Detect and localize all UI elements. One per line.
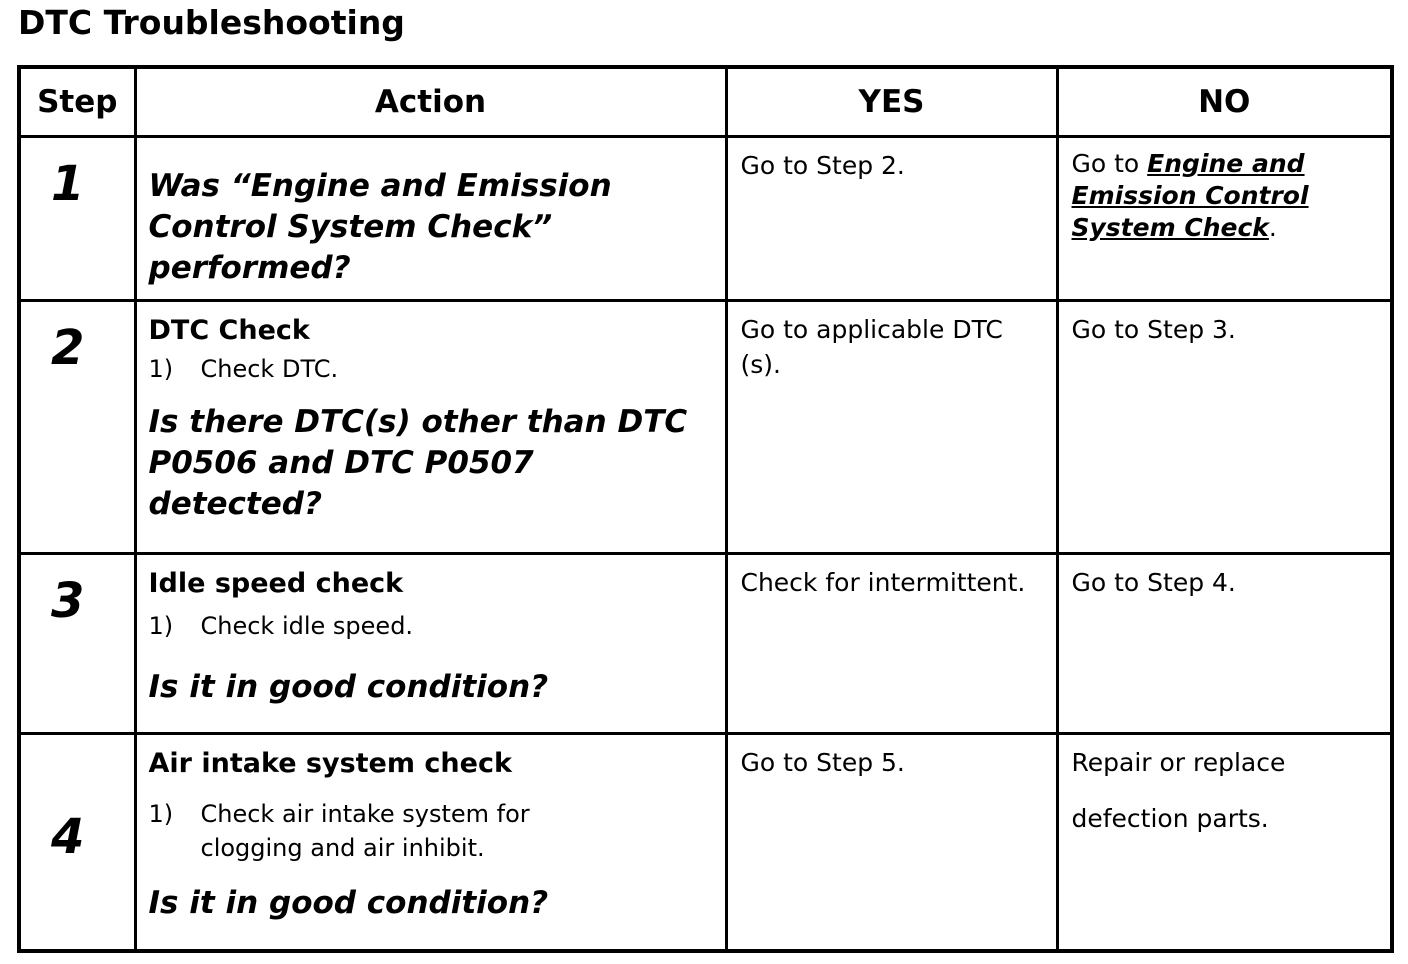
- table-header-row: [19, 67, 1392, 137]
- yes-cell: [726, 734, 1057, 952]
- column-header-action: Action: [135, 67, 726, 137]
- step-number: 3: [51, 573, 85, 629]
- no-result-suffix: .: [1268, 213, 1277, 242]
- no-cell: [1057, 734, 1392, 952]
- action-heading: DTC Check: [148, 315, 310, 346]
- step-cell: [19, 137, 135, 301]
- column-header-yes: YES: [726, 67, 1057, 137]
- substep-number: 1): [148, 800, 174, 828]
- action-heading: Air intake system check: [148, 748, 512, 779]
- page-title: DTC Troubleshooting: [18, 3, 405, 42]
- action-cell: [135, 554, 726, 734]
- substep-number: 1): [148, 355, 174, 383]
- substep-number: 1): [148, 612, 174, 640]
- column-header-no: NO: [1057, 67, 1392, 137]
- yes-result: Check for intermittent.: [740, 568, 1026, 597]
- no-result-line2: defection parts.: [1071, 804, 1269, 833]
- step-cell: [19, 554, 135, 734]
- action-heading: Idle speed check: [148, 568, 404, 599]
- table-row: [19, 554, 1392, 734]
- no-cell: [1057, 301, 1392, 554]
- action-question: Is there DTC(s) other than DTC P0506 and DTC P0507 detected?: [148, 404, 688, 522]
- yes-result: Go to Step 5.: [740, 748, 905, 777]
- no-cell: [1057, 554, 1392, 734]
- no-result-prefix: Go to: [1071, 149, 1148, 178]
- yes-result: Go to Step 2.: [740, 151, 905, 180]
- step-number: 1: [51, 156, 85, 212]
- no-result: Go to Step 3.: [1071, 315, 1236, 344]
- action-cell: [135, 734, 726, 952]
- action-cell: [135, 137, 726, 301]
- action-substep: [149, 609, 715, 643]
- step-cell: [19, 301, 135, 554]
- action-question: Is it in good condition?: [148, 885, 549, 921]
- no-result-line1: Repair or replace: [1071, 748, 1286, 777]
- step-number: 2: [51, 320, 85, 376]
- step-number: 4: [51, 809, 85, 865]
- substep-text: Check air intake system for clogging and air inhibit.: [200, 800, 530, 862]
- table-row: [19, 137, 1392, 301]
- column-header-step: Step: [19, 67, 135, 137]
- table-row: [19, 734, 1392, 952]
- yes-cell: [726, 137, 1057, 301]
- step-cell: [19, 734, 135, 952]
- yes-result: Go to applicable DTC (s).: [740, 315, 1003, 379]
- substep-text: Check idle speed.: [200, 612, 414, 640]
- action-cell: [135, 301, 726, 554]
- action-substep: [149, 797, 715, 865]
- yes-cell: [726, 301, 1057, 554]
- no-result: Go to Step 4.: [1071, 568, 1236, 597]
- action-question: Is it in good condition?: [148, 669, 549, 705]
- troubleshooting-table: [17, 65, 1394, 953]
- yes-cell: [726, 554, 1057, 734]
- table-row: [19, 301, 1392, 554]
- engine-emission-check-link[interactable]: Engine and Emission Control System Check: [1071, 149, 1309, 242]
- substep-text: Check DTC.: [200, 355, 339, 383]
- action-question: Was “Engine and Emission Control System Check” performed?: [148, 168, 612, 286]
- no-cell: [1057, 137, 1392, 301]
- action-substep: [149, 352, 715, 386]
